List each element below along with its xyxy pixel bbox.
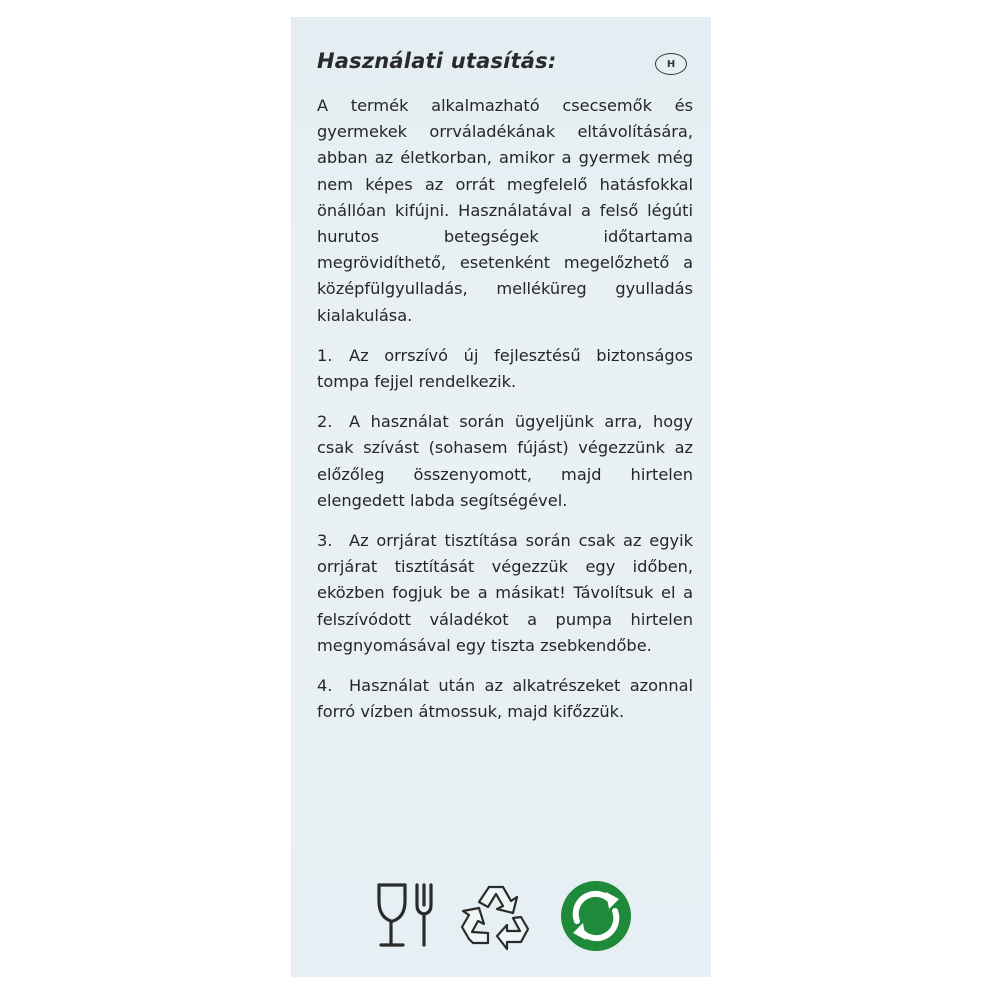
step-4 xyxy=(317,673,693,725)
recycle-icon xyxy=(459,879,533,953)
symbol-row xyxy=(373,879,643,959)
step-text: Az orrszívó új fejlesztésű biztonságos tompa fejjel rendelkezik. xyxy=(317,345,693,392)
instruction-card xyxy=(291,17,711,977)
green-dot-icon xyxy=(559,879,633,953)
language-badge: H xyxy=(655,53,687,75)
step-number: 4. xyxy=(317,676,333,696)
step-2 xyxy=(317,409,693,514)
step-3 xyxy=(317,528,693,659)
step-text: Használat után az alkatrészeket azonnal forró vízben átmossuk, majd kifőzzük. xyxy=(317,676,693,722)
step-1 xyxy=(317,343,693,395)
food-safe-glass-fork-icon xyxy=(373,879,439,951)
page-title: Használati utasítás: xyxy=(317,49,557,73)
step-number: 2. xyxy=(317,412,333,432)
intro-paragraph: A termék alkalmazható csecsemők és gyermekek orrváladékának eltávolítására, abban az életkorban, amikor a gyermek még nem képes az orrát megfelelő hatásfokkal önállóan kifújni. Használatával a felső légúti hurutos betegségek időtartama megrövidíthető, esetenként megelőzhető a középfülgyulladás, melléküreg gyulladás kialakulása. xyxy=(317,96,693,325)
instructions-body xyxy=(317,93,693,739)
step-text: Az orrjárat tisztítása során csak az egyik orrjárat tisztítását végezzük egy időben, eközben fogjuk be a másikat! Távolítsuk el a felszívódott váladékot a pumpa hirtelen megnyomásával egy tiszta zsebkendőbe. xyxy=(317,531,693,655)
step-number: 1. xyxy=(317,345,333,365)
step-number: 3. xyxy=(317,531,333,551)
step-text: A használat során ügyeljünk arra, hogy csak szívást (sohasem fújást) végezzünk az előzőleg összenyomott, majd hirtelen elengedett labda segítségével. xyxy=(317,412,693,510)
